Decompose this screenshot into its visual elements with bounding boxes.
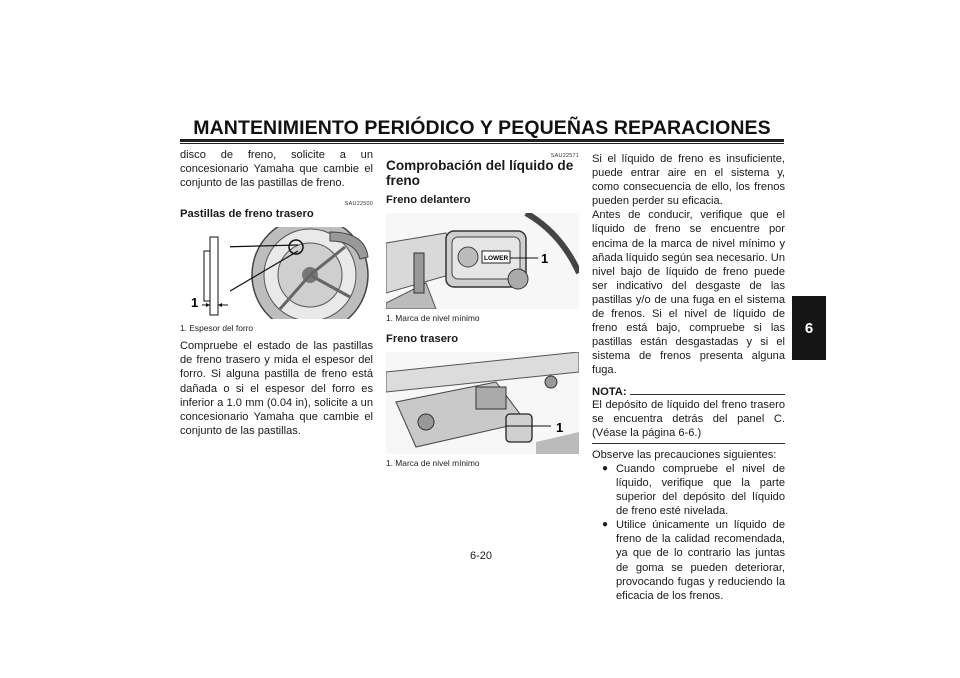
front-reservoir-illustration bbox=[386, 213, 579, 309]
precautions-list bbox=[602, 462, 785, 603]
nota-end-rule bbox=[592, 443, 785, 444]
brake-fluid-heading: Comprobación del líquido de freno bbox=[386, 158, 574, 188]
rear-reservoir-caption: 1. Marca de nivel mínimo bbox=[386, 458, 480, 468]
nota-header bbox=[592, 386, 785, 398]
fig-callout-1: 1 bbox=[191, 295, 199, 311]
intro-paragraph: disco de freno, solicite a un concesionario Yamaha que cambie el conjunto de las pastillas de freno. bbox=[180, 149, 373, 190]
nota-text: El depósito de líquido del freno trasero se encuentra detrás del panel C. (Véase la página 6-6.) bbox=[592, 398, 785, 439]
precautions-intro: Observe las precauciones siguientes: bbox=[592, 448, 777, 461]
front-reservoir-figure bbox=[386, 213, 579, 309]
list-item-text: Cuando compruebe el nivel de líquido, verifique que la parte superior del depósito del líquido de freno esté nivelada. bbox=[616, 462, 785, 518]
front-reservoir-caption: 1. Marca de nivel mínimo bbox=[386, 313, 480, 323]
page-title: MANTENIMIENTO PERIÓDICO Y PEQUEÑAS REPARACIONES bbox=[193, 117, 771, 139]
brake-pad-figure bbox=[180, 227, 373, 319]
column-right bbox=[592, 148, 785, 603]
section-code: SAU22500 bbox=[344, 201, 373, 208]
rear-pads-paragraph: Compruebe el estado de las pastillas de freno trasero y mida el espesor del forro. Si alguna pastilla de freno está dañada o si el espesor del forro es inferior a 1.0 mm (0.04 in), solicite a un concesionario Yamaha que cambie el conjunto de las pastillas. bbox=[180, 340, 373, 437]
rear-reservoir-illustration bbox=[386, 352, 579, 454]
before-riding-paragraph: Antes de conducir, verifique que el líquido de freno se encuentre por encima de la marca de nivel mínimo y añada líquido según sea necesario. Un nivel bajo de líquido de freno puede ser indicativo del desgaste de las pastillas y/o de una fuga en el sistema de frenos. Si el nivel de líquido de freno está bajo, compruebe si las pastillas están desgastadas y si el sistema de frenos presenta alguna fuga. bbox=[592, 209, 785, 377]
bullet-icon: ● bbox=[602, 519, 609, 531]
rear-fig-callout: 1 bbox=[556, 420, 564, 435]
column-left bbox=[180, 148, 373, 438]
insufficient-fluid-paragraph: Si el líquido de freno es insuficiente, puede entrar aire en el sistema y, como consecuencia de ello, los frenos pueden perder su eficacia. bbox=[592, 153, 785, 208]
header-rule-thin bbox=[180, 143, 784, 144]
list-item bbox=[602, 462, 785, 518]
rear-pads-heading: Pastillas de freno trasero bbox=[180, 208, 314, 221]
column-middle bbox=[386, 148, 579, 468]
list-item bbox=[602, 518, 785, 603]
nota-rule bbox=[630, 394, 785, 395]
chapter-tab[interactable]: 6 bbox=[792, 296, 826, 360]
brake-pad-illustration bbox=[180, 227, 373, 319]
list-item-text: Utilice únicamente un líquido de freno de la calidad recomendada, ya que de lo contrario las juntas de goma se pueden deteriorar, provocando fugas y reduciendo la eficacia de los frenos. bbox=[616, 519, 785, 602]
brake-pad-caption: 1. Espesor del forro bbox=[180, 323, 254, 334]
section-code: SAU22571 bbox=[550, 153, 579, 159]
rear-brake-heading: Freno trasero bbox=[386, 333, 459, 345]
lower-mark-label: LOWER bbox=[484, 255, 509, 262]
rear-reservoir-figure bbox=[386, 352, 579, 454]
front-brake-heading: Freno delantero bbox=[386, 194, 471, 206]
bullet-icon: ● bbox=[602, 462, 609, 474]
nota-label: NOTA: bbox=[592, 385, 627, 398]
header-rule bbox=[180, 139, 784, 142]
front-fig-callout: 1 bbox=[541, 251, 549, 266]
page-number: 6-20 bbox=[469, 550, 493, 562]
